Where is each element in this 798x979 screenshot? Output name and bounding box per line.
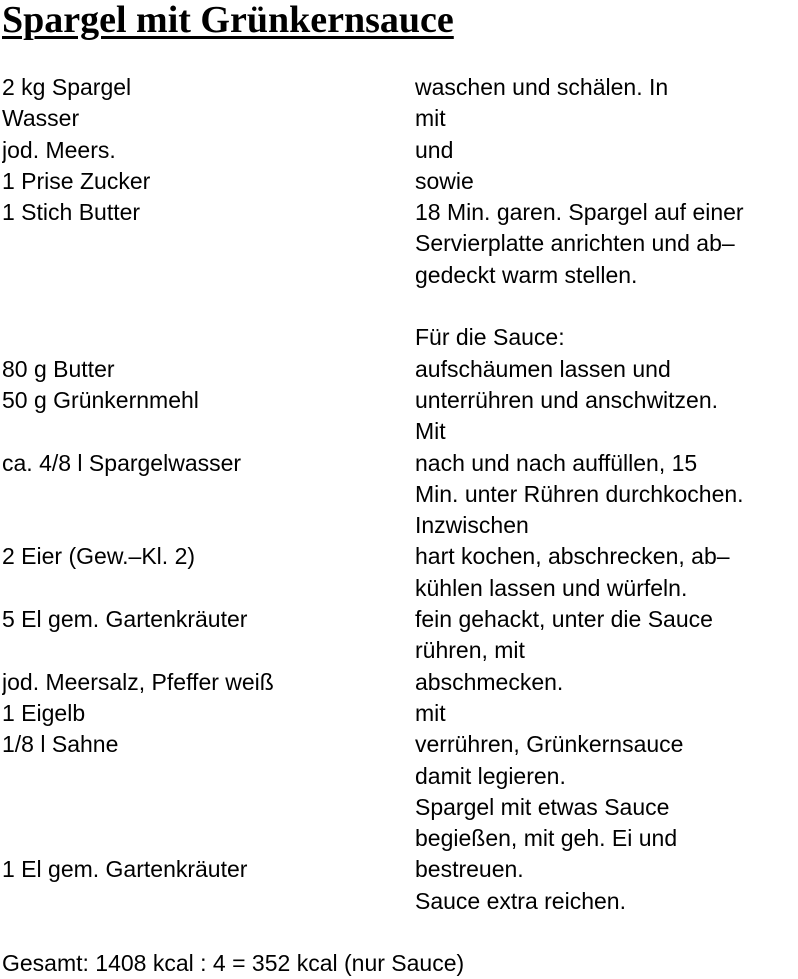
recipe-row [2,228,798,259]
ingredient-text [2,761,415,792]
instruction-text: Servierplatte anrichten und ab– [415,230,735,257]
instruction-text: hart kochen, abschrecken, ab– [415,543,730,570]
instruction-text: 18 Min. garen. Spargel auf einer [415,199,744,226]
instruction-text: Sauce extra reichen. [415,887,626,914]
recipe-row [2,416,798,447]
ingredient-text [2,260,415,291]
recipe-row [2,886,798,917]
recipe-row [2,260,798,291]
recipe-row [2,448,798,479]
ingredient-text: 2 kg Spargel [2,74,132,100]
nutrition-total: Gesamt: 1408 kcal : 4 = 352 kcal (nur Sauce) [2,950,465,976]
recipe-title: Spargel mit Grünkernsauce [2,0,454,41]
recipe-row [2,573,798,604]
ingredient-text: 80 g Butter [2,355,115,382]
instruction-text: unterrühren und anschwitzen. [415,386,719,413]
ingredient-text: Wasser [2,105,80,132]
ingredient-text: jod. Meersalz, Pfeffer weiß [2,668,274,695]
instruction-text: gedeckt warm stellen. [415,261,638,288]
recipe-row [2,479,798,510]
ingredient-text [2,416,415,447]
instruction-text: und [415,136,454,163]
instruction-text: aufschäumen lassen und [415,355,671,382]
recipe-row [2,729,798,760]
recipe-row [2,197,798,228]
recipe-row [2,541,798,572]
instruction-text: verrühren, Grünkernsauce [415,731,684,758]
instruction-text: mit [415,105,446,132]
recipe-row [2,385,798,416]
recipe-row [2,72,798,103]
recipe-row [2,667,798,698]
ingredient-text [2,479,415,510]
instruction-text: Inzwischen [415,512,529,539]
recipe-row [2,792,798,823]
instruction-text: sowie [415,167,474,194]
recipe-row [2,354,798,385]
recipe-row [2,823,798,854]
instruction-text [415,291,798,322]
ingredient-text: jod. Meers. [2,136,116,163]
ingredient-text [2,823,415,854]
recipe-row [2,698,798,729]
ingredient-text: 2 Eier (Gew.–Kl. 2) [2,543,196,570]
instruction-text: nach und nach auffüllen, 15 [415,449,698,476]
recipe-row [2,166,798,197]
recipe-row [2,854,798,885]
instruction-text: Mit [415,418,446,445]
instruction-text: Spargel mit etwas Sauce [415,793,670,820]
ingredient-text [2,291,415,322]
ingredient-text: ca. 4/8 l Spargelwasser [2,449,242,476]
recipe-row [2,291,798,322]
instruction-text: kühlen lassen und würfeln. [415,574,688,601]
ingredient-text [2,573,415,604]
recipe-row [2,135,798,166]
instruction-text: Min. unter Rühren durchkochen. [415,480,744,507]
ingredient-text [2,792,415,823]
instruction-text: bestreuen. [415,856,524,883]
instruction-text: rühren, mit [415,637,525,664]
ingredient-text: 1 Stich Butter [2,199,141,226]
instruction-text: mit [415,699,446,726]
ingredient-text [2,322,415,353]
recipe-row [2,103,798,134]
instruction-text: damit legieren. [415,762,566,789]
recipe-row [2,761,798,792]
instruction-text: abschmecken. [415,668,564,695]
ingredient-text [2,228,415,259]
recipe-row [2,604,798,635]
ingredient-text: 50 g Grünkernmehl [2,386,199,413]
ingredient-text [2,886,415,917]
ingredient-text: 1 El gem. Gartenkräuter [2,856,248,883]
ingredient-text: 1/8 l Sahne [2,731,119,758]
instruction-text: Für die Sauce: [415,324,565,351]
recipe-table [2,72,798,917]
recipe-row [2,322,798,353]
recipe-row [2,635,798,666]
instruction-text: waschen und schälen. In [415,74,669,100]
ingredient-text [2,635,415,666]
ingredient-text: 1 Prise Zucker [2,167,151,194]
ingredient-text: 5 El gem. Gartenkräuter [2,606,248,633]
ingredient-text [2,510,415,541]
recipe-row [2,510,798,541]
instruction-text: fein gehackt, unter die Sauce [415,606,713,633]
ingredient-text: 1 Eigelb [2,699,86,726]
instruction-text: begießen, mit geh. Ei und [415,825,678,852]
